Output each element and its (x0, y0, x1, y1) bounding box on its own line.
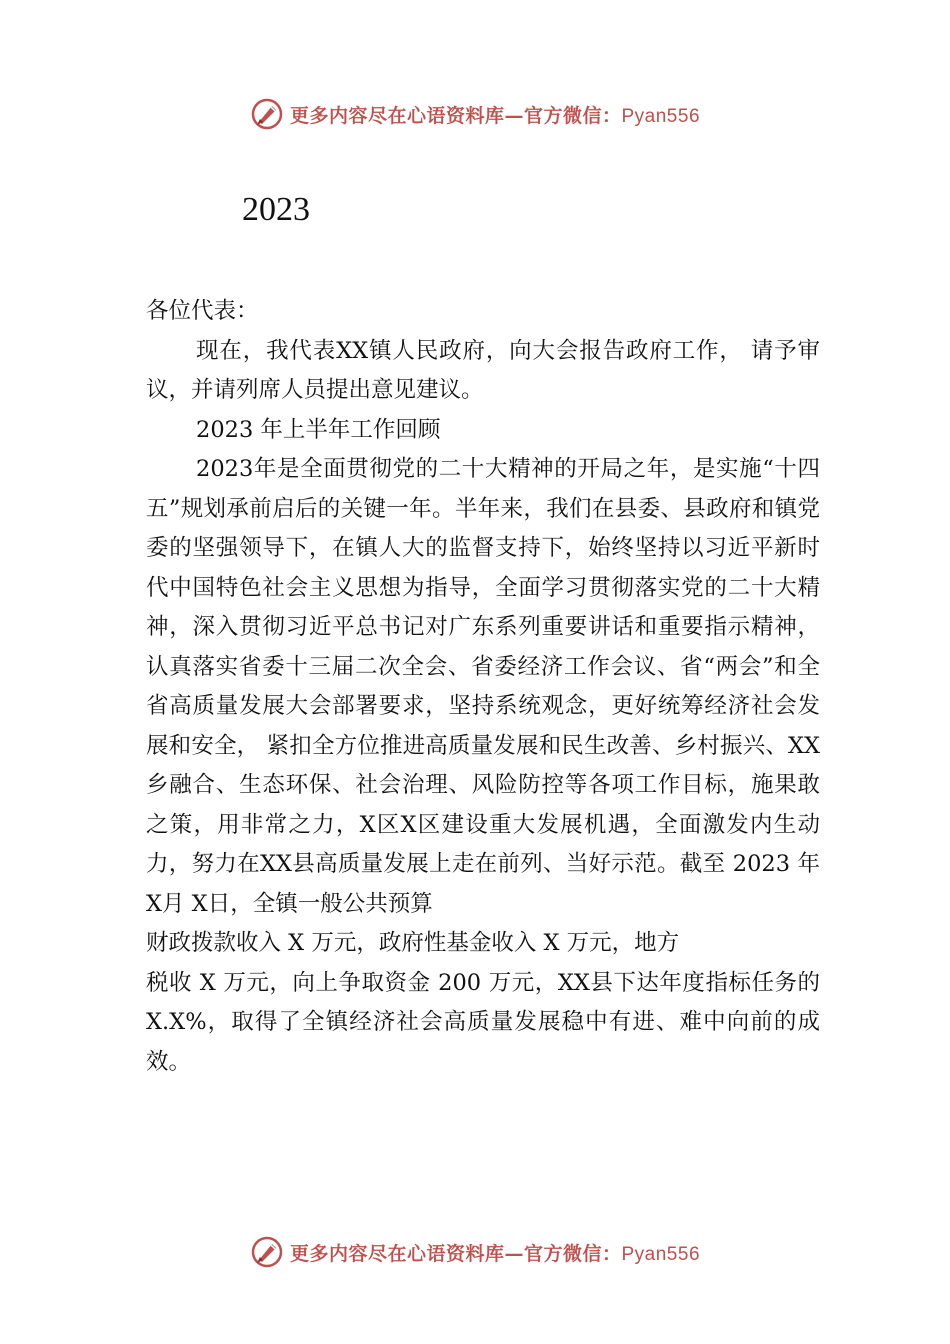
banner-text (290, 101, 700, 128)
page-title: 2023 (242, 191, 310, 228)
header-banner (0, 94, 950, 134)
document-body (146, 292, 820, 1082)
paragraph-finance: 财政拨款收入 X 万元，政府性基金收入 X 万元，地方 (146, 930, 680, 956)
footer-banner (0, 1232, 950, 1272)
salutation: 各位代表： (146, 298, 259, 324)
section-heading: 2023 年上半年工作回顾 (196, 416, 441, 443)
banner-text (290, 1239, 700, 1266)
paragraph-tax: 税收 X 万元，向上争取资金 200 万元，XX县下达年度指标任务的 X.X%，取得了全镇经济社会高质量发展稳中有进、难中向前的成效。 (146, 969, 820, 1075)
banner-slogan: 更多内容尽在心语资料库—官方微信： (289, 104, 622, 127)
paragraph-opening: 现在，我代表XX镇人民政府，向大会报告政府工作， 请予审议，并请列席人员提出意见建议。 (146, 337, 820, 403)
paragraph-review: 2023年是全面贯彻党的二十大精神的开局之年，是实施“十四五”规划承前启后的关键一年。半年来，我们在县委、县政府和镇党委的坚强领导下，在镇人大的监督支持下，始终坚持以习近平新时代中国特色社会主义思想为指导，全面学习贯彻落实党的二十大精神，深入贯彻习近平总书记对广东系列重要讲话和重要指示精神，认真落实省委十三届二次全会、省委经济工作会议、省“两会”和全省高质量发展大会部署要求，坚持系统观念，更好统筹经济社会发展和安全， 紧扣全方位推进高质量发展和民生改善、乡村振兴、XX乡融合、生态环保、社会治理、风险防控等各项工作目标，施果敢之策，用非常之力，X区X区建设重大发展机遇，全面激发内生动力，努力在XX县高质量发展上走在前列、当好示范。截至 2023 年 X月 X日，全镇一般公共预算 (146, 456, 820, 917)
pen-nib-logo-icon (250, 97, 284, 131)
banner-slogan: 更多内容尽在心语资料库—官方微信： (289, 1242, 622, 1265)
banner-wechat-id: Pyan556 (621, 105, 701, 127)
banner-wechat-id: Pyan556 (621, 1243, 701, 1265)
pen-nib-logo-icon (250, 1235, 284, 1269)
